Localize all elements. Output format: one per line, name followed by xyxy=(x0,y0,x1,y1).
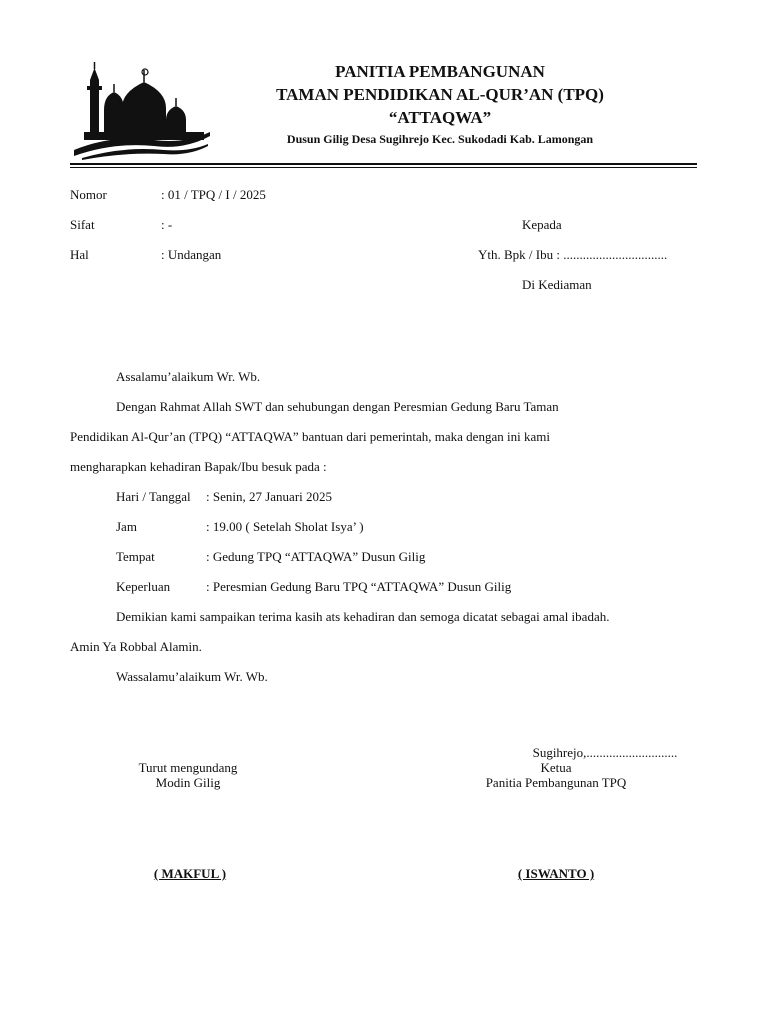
detail-value-jam: : 19.00 ( Setelah Sholat Isya’ ) xyxy=(206,519,364,534)
hal-label: Hal xyxy=(70,247,89,262)
letterhead-title-line2: TAMAN PENDIDIKAN AL-QUR’AN (TPQ) xyxy=(276,85,604,104)
nomor-value: : 01 / TPQ / I / 2025 xyxy=(161,187,266,202)
letterhead-rule-thick xyxy=(70,163,697,165)
sifat-value: : - xyxy=(161,217,173,232)
recipient-di: Di Kediaman xyxy=(522,277,592,292)
right-signature-place-date: Sugihrejo,............................ xyxy=(532,745,678,760)
sifat-label: Sifat xyxy=(70,217,95,232)
right-signature-name: ( ISWANTO ) xyxy=(517,866,595,881)
letterhead-address: Dusun Gilig Desa Sugihrejo Kec. Sukodadi Kab. Lamongan xyxy=(286,132,594,146)
paragraph-line: Dengan Rahmat Allah SWT dan sehubungan dengan Peresmian Gedung Baru Taman xyxy=(116,399,559,414)
letterhead-title-line3: “ATTAQWA” xyxy=(388,108,492,127)
detail-value-hari: : Senin, 27 Januari 2025 xyxy=(206,489,333,504)
detail-value-tempat: : Gedung TPQ “ATTAQWA” Dusun Gilig xyxy=(206,549,426,564)
greeting: Assalamu’alaikum Wr. Wb. xyxy=(116,369,261,384)
left-signature-role: Modin Gilig xyxy=(155,775,221,790)
recipient-yth: Yth. Bpk / Ibu : ................................ xyxy=(478,247,668,262)
letterhead-title-line1: PANITIA PEMBANGUNAN xyxy=(335,62,545,81)
closing-line: Amin Ya Robbal Alamin. xyxy=(70,639,202,654)
detail-label-keperluan: Keperluan xyxy=(116,579,171,594)
right-signature-title: Ketua xyxy=(540,760,572,775)
closing-line: Demikian kami sampaikan terima kasih ats kehadiran dan semoga dicatat sebagai amal ibadah. xyxy=(116,609,610,624)
detail-label-tempat: Tempat xyxy=(116,549,155,564)
left-signature-title: Turut mengundang xyxy=(138,760,238,775)
right-signature-role: Panitia Pembangunan TPQ xyxy=(485,775,627,790)
detail-label-jam: Jam xyxy=(116,519,137,534)
paragraph-line: mengharapkan kehadiran Bapak/Ibu besuk pada : xyxy=(70,459,327,474)
left-signature-name: ( MAKFUL ) xyxy=(153,866,227,881)
hal-value: : Undangan xyxy=(161,247,222,262)
paragraph-line: Pendidikan Al-Qur’an (TPQ) “ATTAQWA” bantuan dari pemerintah, maka dengan ini kami xyxy=(70,429,550,444)
letterhead-rule-thin xyxy=(70,167,697,168)
farewell: Wassalamu’alaikum Wr. Wb. xyxy=(116,669,268,684)
detail-value-keperluan: : Peresmian Gedung Baru TPQ “ATTAQWA” Dusun Gilig xyxy=(206,579,512,594)
recipient-kepada: Kepada xyxy=(522,217,562,232)
nomor-label: Nomor xyxy=(70,187,107,202)
detail-label-hari: Hari / Tanggal xyxy=(116,489,191,504)
